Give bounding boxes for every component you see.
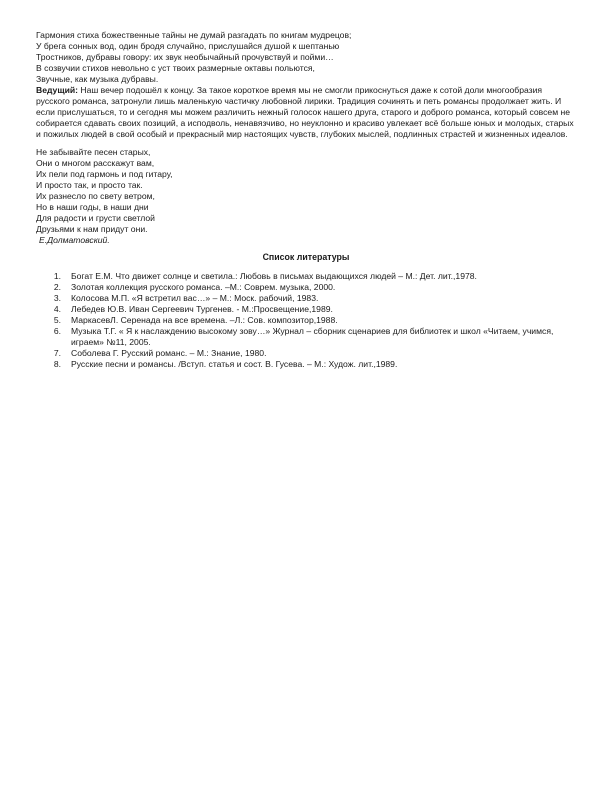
poem-line: Для радости и грусти светлой: [36, 213, 155, 223]
reference-item: [36, 348, 576, 359]
reference-item: [36, 304, 576, 315]
reference-number: 7.: [53, 348, 61, 358]
reference-number: 1.: [53, 271, 61, 281]
poem-line: Гармония стиха божественные тайны не думай разгадать по книгам мудрецов;: [36, 30, 352, 40]
poem-top: [36, 30, 576, 85]
host-paragraph: [36, 85, 576, 140]
reference-number: 3.: [53, 293, 61, 303]
poem-author: Е.Долматовский.: [39, 235, 110, 245]
reference-number: 8.: [53, 359, 61, 369]
poem-bottom: [36, 147, 576, 246]
reference-text: Соболева Г. Русский романс. – М.: Знание, 1980.: [71, 348, 267, 358]
poem-line: Они о многом расскажут вам,: [36, 158, 155, 168]
reference-number: 2.: [53, 282, 61, 292]
poem-line: Тростников, дубравы говору: их звук необычайный прочувствуй и пойми…: [36, 52, 334, 62]
reference-text: Русские песни и романсы. /Вступ. статья и сост. В. Гусева. – М.: Худож. лит.,1989.: [71, 359, 398, 369]
speaker-label: Ведущий:: [36, 85, 79, 95]
reference-text: Богат Е.М. Что движет солнце и светила.: Любовь в письмах выдающихся людей – М.: Дет. лит.,1978.: [71, 271, 477, 281]
poem-line: У брега сонных вод, один бродя случайно, прислушайся душой к шептанью: [36, 41, 340, 51]
reference-number: 4.: [53, 304, 61, 314]
poem-line: И просто так, и просто так.: [36, 180, 143, 190]
poem-line: Их пели под гармонь и под гитару,: [36, 169, 173, 179]
reference-item: [36, 293, 576, 304]
reference-text: Лебедев Ю.В. Иван Сергеевич Тургенев. - М.:Просвещение,1989.: [71, 304, 333, 314]
reference-item: [36, 359, 576, 370]
reference-item: [36, 282, 576, 293]
document-page: [36, 30, 576, 370]
reference-text: МаркасевЛ. Серенада на все времена. –Л.: Сов. композитор,1988.: [71, 315, 338, 325]
poem-line: Но в наши годы, в наши дни: [36, 202, 149, 212]
reference-text: Колосова М.П. «Я встретил вас…» – М.: Моск. рабочий, 1983.: [71, 293, 319, 303]
references-list: [36, 271, 576, 370]
reference-number: 5.: [53, 315, 61, 325]
reference-text: Золотая коллекция русского романса. –М.: Соврем. музыка, 2000.: [71, 282, 336, 292]
references-title: Список литературы: [262, 252, 350, 262]
poem-line: Звучные, как музыка дубравы.: [36, 74, 159, 84]
reference-item: [36, 326, 576, 348]
host-text: Наш вечер подошёл к концу. За такое короткое время мы не смогли прикоснуться даже к сотой доли многообразия русского романса, затронули лишь маленькую частичку любовной лирики. Традиция сочинять и петь романсы продолжает жить. И если прислушаться, то и сегодня мы можем различить нежный голосок нашего друга, старого и доброго романса, который совсем не собирается сдавать своих позиций, а исподволь, ненавязчиво, но неуклонно и красиво увлекает всё больше юных и молодых, старых и пожилых людей в свой особый и прекрасный мир настоящих чувств, глубоких мыслей, подлинных страстей и жизненных идеалов.: [36, 85, 574, 139]
poem-line: В созвучии стихов невольно с уст твоих размерные октавы польются,: [36, 63, 315, 73]
poem-line: Друзьями к нам придут они.: [36, 224, 148, 234]
reference-text: Музыка Т.Г. « Я к наслаждению высокому зову…» Журнал – сборник сценариев для библиотек и школ «Читаем, учимся, играем» №11, 2005.: [71, 326, 554, 347]
reference-number: 6.: [53, 326, 61, 336]
reference-item: [36, 271, 576, 282]
spacer: [36, 140, 576, 147]
poem-line: Их разнесло по свету ветром,: [36, 191, 155, 201]
reference-item: [36, 315, 576, 326]
poem-line: Не забывайте песен старых,: [36, 147, 151, 157]
